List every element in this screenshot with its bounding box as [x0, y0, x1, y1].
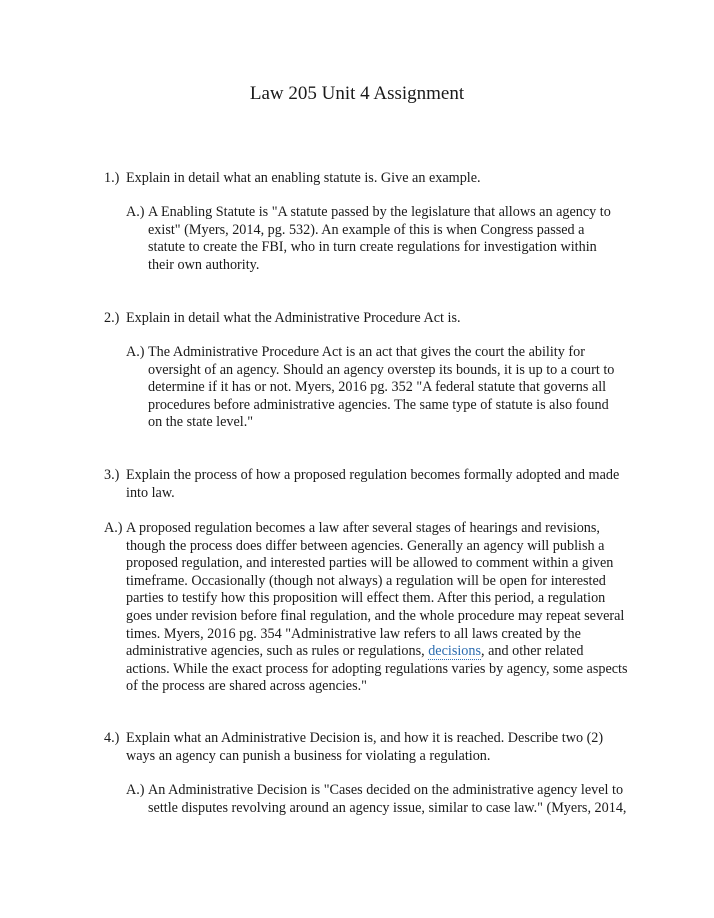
question-number: 3.) — [104, 467, 120, 483]
question-text: Explain in detail what an enabling statute is. Give an example. — [126, 170, 481, 186]
answer-text-after-link: , and other related actions. While the exact process for adopting regulations varies by agency, some aspects of the process are shared across agencies." — [126, 643, 628, 695]
answer-text: The Administrative Procedure Act is an act that gives the court the ability for oversight of an agency. Should an agency overstep its bounds, it is up to a court to determine if it has or not. Myers, 2016 pg. 352 "A federal statute that governs all procedures before administrative agencies. The same type of statute is also found on the state level." — [148, 344, 615, 431]
answer-text — [126, 520, 630, 696]
document-title: Law 205 Unit 4 Assignment — [249, 83, 465, 104]
answer-label: A.) — [126, 344, 145, 360]
question-text: Explain what an Administrative Decision is, and how it is reached. Describe two (2) ways an agency can punish a business for violating a regulation. — [126, 730, 604, 764]
answer-label: A.) — [126, 782, 145, 798]
answer-4 — [126, 782, 630, 822]
answer-label: A.) — [104, 520, 123, 536]
answer-text: An Administrative Decision is "Cases decided on the administrative agency level to settle disputes revolving around an agency issue, similar to case law." (Myers, 2014, — [148, 782, 627, 816]
question-2 — [104, 310, 624, 330]
question-number: 2.) — [104, 310, 120, 326]
question-text: Explain the process of how a proposed regulation becomes formally adopted and made into law. — [126, 467, 620, 501]
answer-text: A Enabling Statute is "A statute passed by the legislature that allows an agency to exist" (Myers, 2014, pg. 532). An example of this is when Congress passed a statute to create the FBI, who in turn create regulations for investigation within their own authority. — [148, 204, 611, 273]
answer-3 — [104, 520, 630, 700]
question-1 — [104, 170, 624, 190]
answer-2 — [126, 344, 616, 436]
question-3 — [104, 467, 624, 507]
answer-text-before-link: A proposed regulation becomes a law after several stages of hearings and revisions, though the process does differ between agencies. Generally an agency will publish a proposed regulation, and interested parties will be allowed to comment within a given timeframe. Occasionally (though not always) a regulation will be open for interested parties to testify how this proposition will effect them. After this period, a regulation goes under revision before final regulation, and the whole procedure may repeat several times. Myers, 2016 pg. 354 "Administrative law refers to all laws created by the administrative agencies, such as rules or regulations, — [126, 520, 625, 660]
answer-1 — [126, 204, 616, 279]
answer-label: A.) — [126, 204, 145, 220]
question-text: Explain in detail what the Administrative Procedure Act is. — [126, 310, 461, 326]
question-number: 1.) — [104, 170, 120, 186]
question-4 — [104, 730, 624, 770]
question-number: 4.) — [104, 730, 120, 746]
decisions-link[interactable]: decisions — [428, 643, 481, 660]
